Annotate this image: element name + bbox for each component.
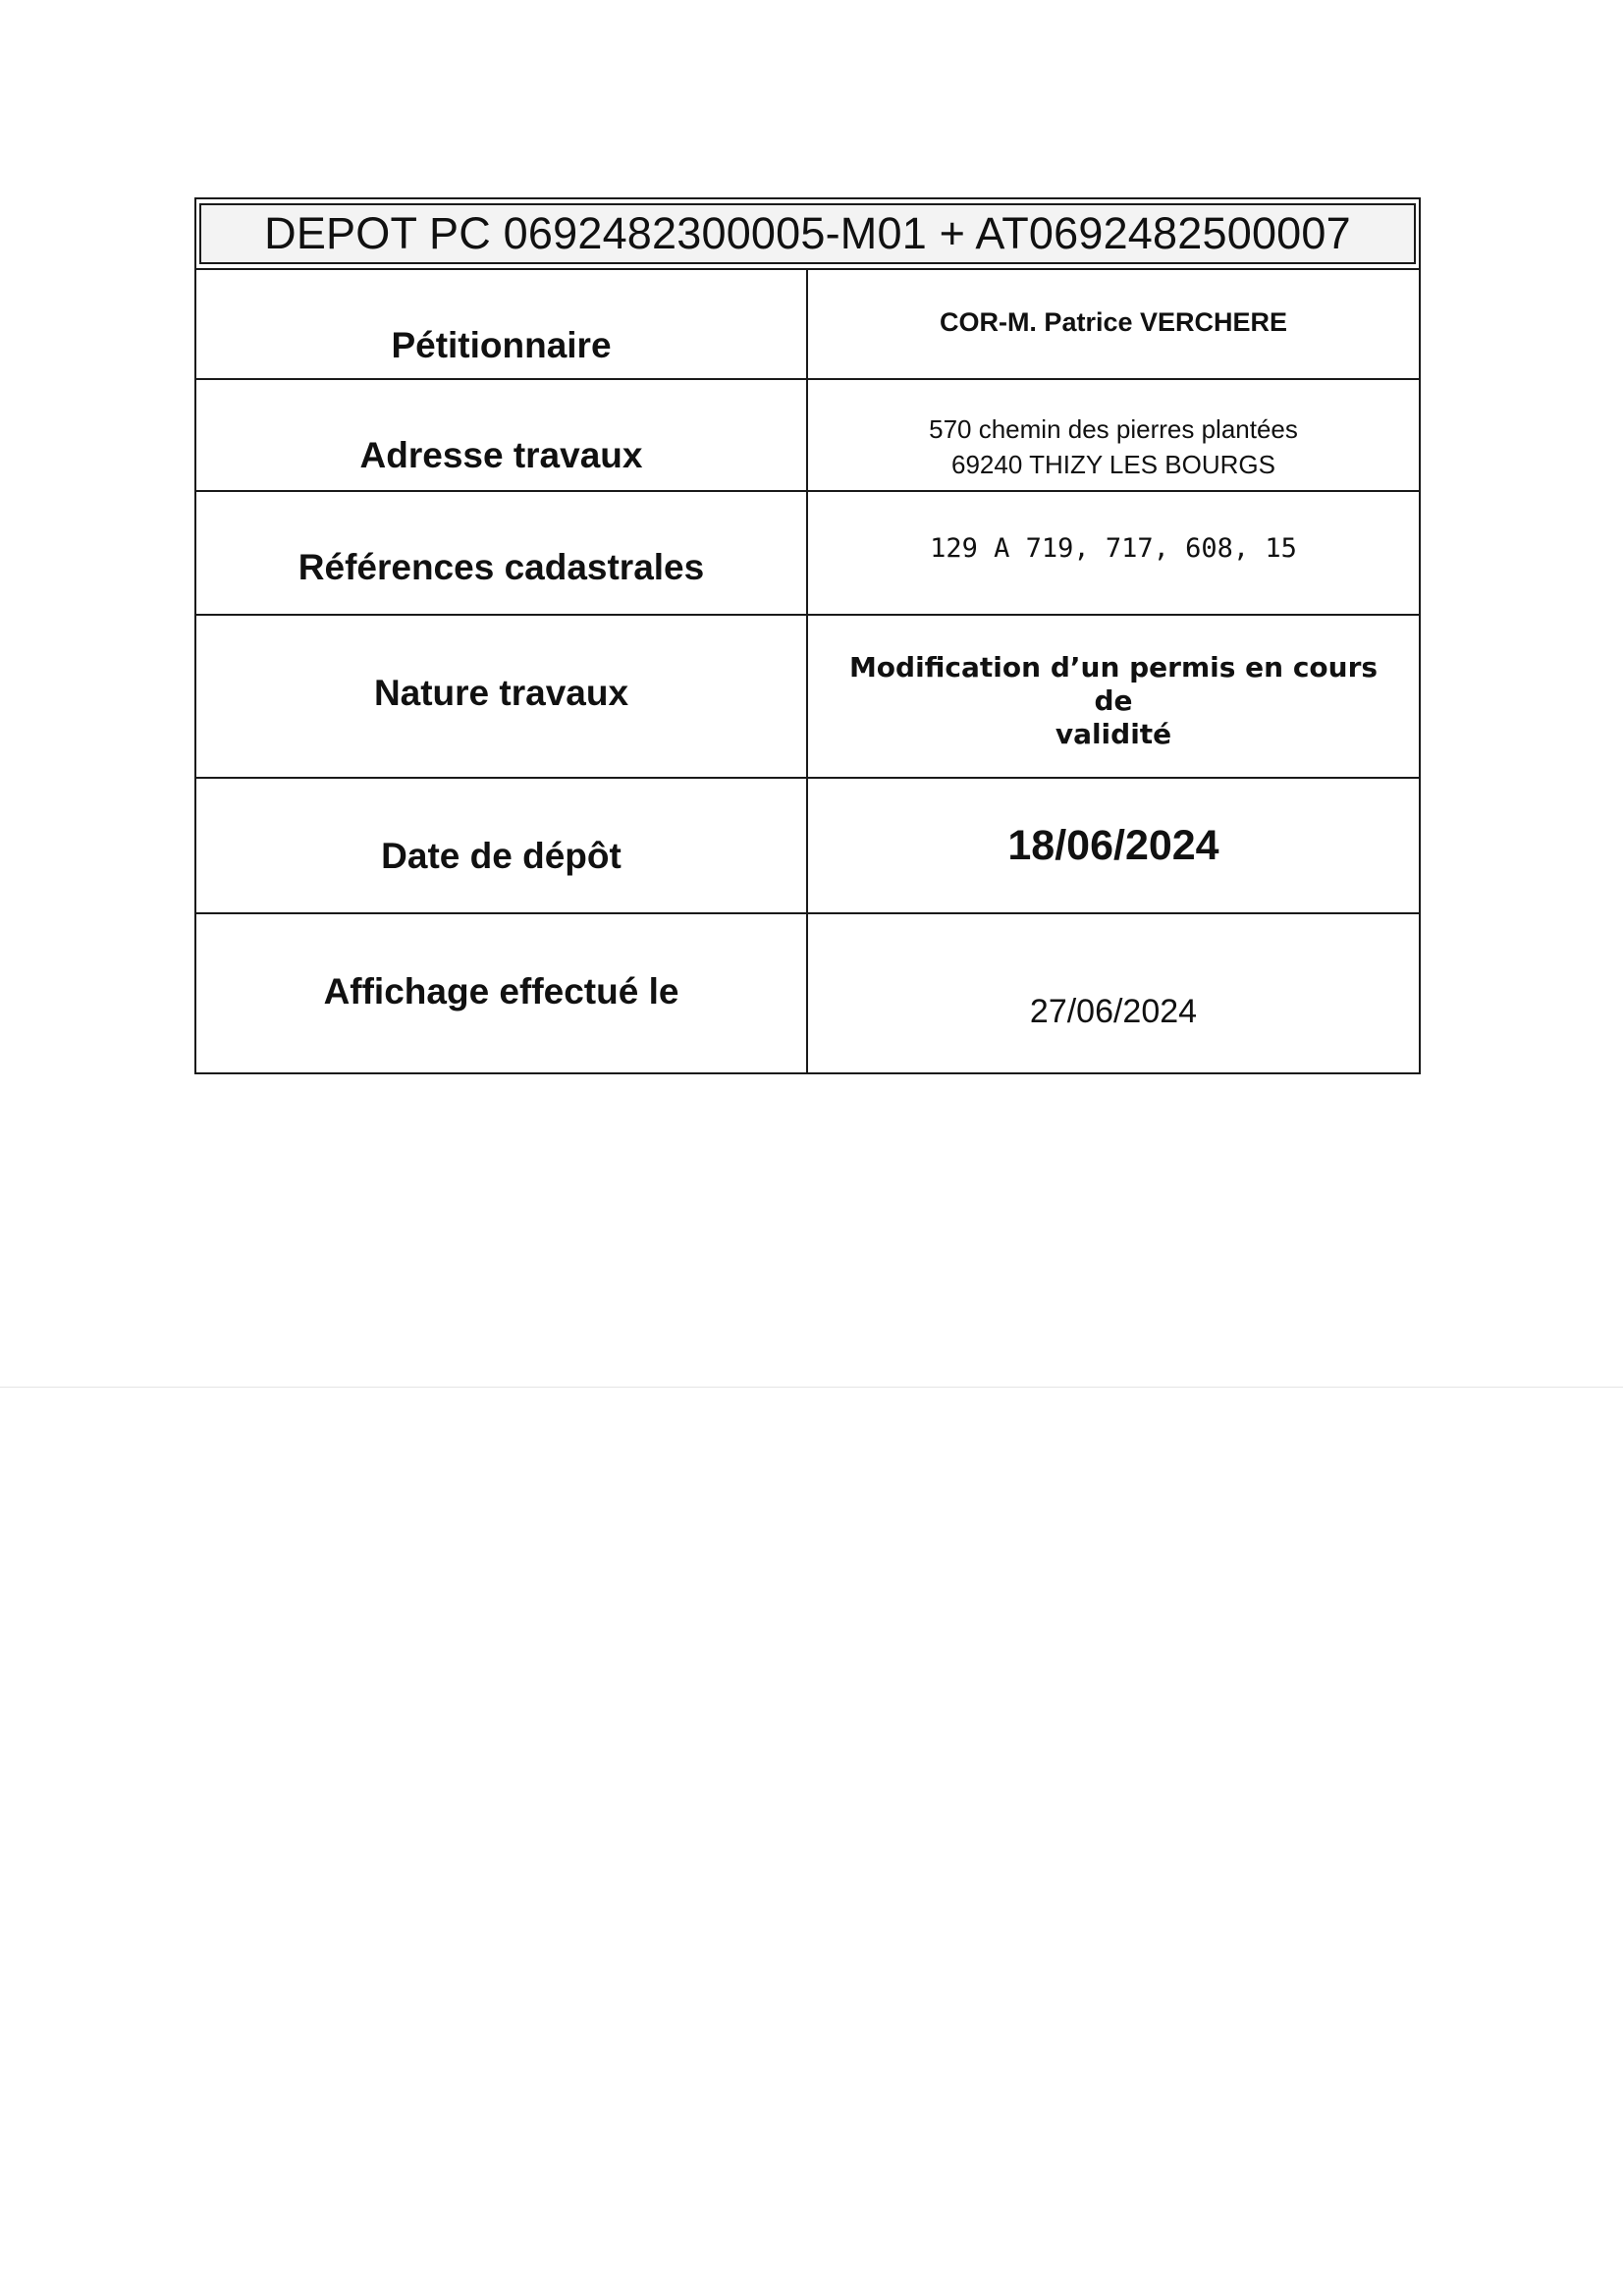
value-nature-travaux bbox=[808, 616, 1419, 777]
value-affichage-effectue bbox=[808, 914, 1419, 1072]
value-line: 18/06/2024 bbox=[1007, 822, 1219, 869]
table-row-nature-travaux bbox=[196, 614, 1419, 777]
value-references-cadastrales bbox=[808, 492, 1419, 614]
table-row-adresse-travaux bbox=[196, 378, 1419, 490]
value-adresse-travaux bbox=[808, 380, 1419, 490]
notice-title: DEPOT PC 0692482300005-M01 + AT0692482500007 bbox=[264, 208, 1351, 258]
label-references-cadastrales: Références cadastrales bbox=[196, 492, 808, 614]
value-line: validité bbox=[1055, 718, 1172, 750]
label-affichage-effectue: Affichage effectué le bbox=[196, 914, 808, 1072]
table-row-date-de-depot bbox=[196, 777, 1419, 912]
value-line: Modification d’un permis en cours de bbox=[848, 651, 1379, 717]
value-date-de-depot bbox=[808, 779, 1419, 912]
permit-notice-table bbox=[194, 197, 1421, 1074]
title-banner bbox=[199, 203, 1416, 264]
label-adresse-travaux: Adresse travaux bbox=[196, 380, 808, 490]
page-fold-line bbox=[0, 1387, 1623, 1388]
value-petitionnaire bbox=[808, 270, 1419, 378]
label-petitionnaire: Pétitionnaire bbox=[196, 270, 808, 378]
label-nature-travaux: Nature travaux bbox=[196, 616, 808, 777]
table-row-references-cadastrales bbox=[196, 490, 1419, 614]
value-line: COR-M. Patrice VERCHERE bbox=[939, 307, 1288, 337]
value-line: 129 A 719, 717, 608, 15 bbox=[930, 533, 1297, 564]
value-line: 69240 THIZY LES BOURGS bbox=[951, 450, 1275, 479]
label-date-de-depot: Date de dépôt bbox=[196, 779, 808, 912]
value-line: 570 chemin des pierres plantées bbox=[929, 414, 1298, 444]
table-row-affichage-effectue bbox=[196, 912, 1419, 1072]
table-row-petitionnaire bbox=[196, 268, 1419, 378]
value-line: 27/06/2024 bbox=[1029, 993, 1198, 1030]
